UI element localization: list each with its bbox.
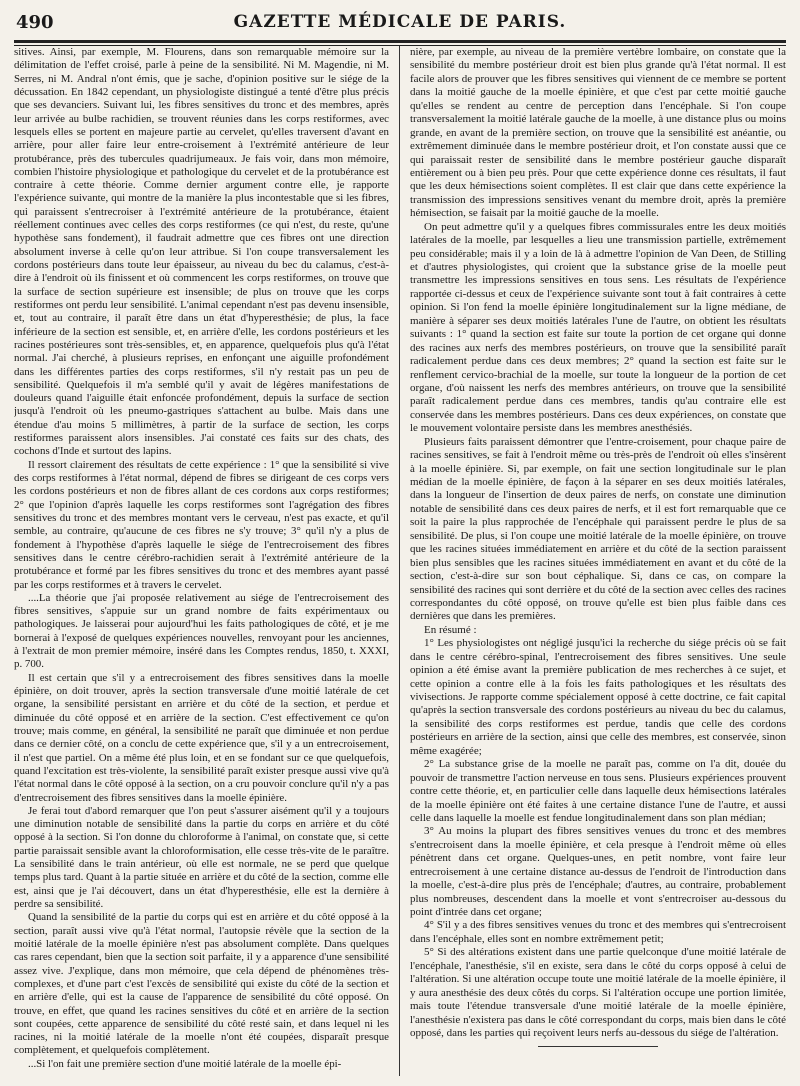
resume-item: 2° La substance grise de la moelle ne paraît pas, comme on l'a dit, douée du pouvoir de transmettre l'action nerveuse en tous sens. Plusieurs expériences prouvent contre cette théorie, et, en particulier celle dans laquelle deux hémisections latérales de la moelle épinière ont été faites à une certaine distance l'une de l'autre, et aussi celle dans laquelle la moelle est fendue longitudinalement dans son plan médian;	[410, 758, 786, 824]
resume-item: 3° Au moins la plupart des fibres sensitives venues du tronc et des membres s'entrecroisent dans la moelle épinière, et cela presque à l'endroit même où elles pénètrent dans cet organe. Quelques-unes, en petit nombre, vont faire leur entrecroisement à une certaine distance au-dessus de l'endroit de l'introduction dans la moelle, c'est-à-dire plus près de l'encéphale; d'autres, au contraire, probablement plus nombreuses, descendent dans la moelle et vont s'entrecroiser au-dessous du point d'intrée dans cet organe;	[410, 825, 786, 918]
paragraph: Je ferai tout d'abord remarquer que l'on peut s'assurer aisément qu'il y a toujours une diminution notable de sensibilité dans la partie du corps en arrière et du côté opposé à la section. Si l'on donne du chloroforme à l'animal, on constate que, si cette partie paraissait sensible avant la chloroformisation, elle cesse très-vite de le paraître. La sensibilité dans le train antérieur, où elle est normale, ne se perd que quelque temps plus tard. Quant à la partie située en arrière et du côté de la section, comme elle est, ainsi que je l'ai découvert, dans un état d'hyperesthésie, elle est la dernière à perdre sa sensibilité.	[14, 804, 389, 910]
text-columns	[14, 46, 786, 1076]
page-header	[14, 10, 786, 36]
paragraph: On peut admettre qu'il y a quelques fibres commissurales entre les deux moitiés latérales de la moelle, par lesquelles a lieu une transmission partielle, extrêmement peu considérable; mais il y a loin de là à admettre l'opinion de Van Deen, de Stilling et d'autres physiologistes, qui croient que la substance grise de la moelle peut transmettre les impressions sensitives en tous sens. Les résultats de l'expérience rapportée ci-dessus et ceux de l'expérience suivante sont tout à fait contraires à cette opinion. Si l'on fend la moelle épinière longitudinalement sur la ligne médiane, de manière à séparer ses deux moitiés latérales l'une de l'autre, on obtient les résultats suivants : 1° quand la section est faite sur toute la portion de cet organe qui donne des racines aux nerfs des membres postérieurs, on trouve que la sensibilité paraît radicalement perdue dans ces deux membres; 2° quand la section est faite sur le renflement cervico-brachial de la moelle, sur toute la longueur de la portion de cet organe, d'où naissent les nerfs des membres antérieurs, on trouve que la sensibilité paraît radicalement perdue dans ces membres, tandis qu'au contraire elle est conservée dans les membres postérieurs. Dans ces deux expériences, on constate que le mouvement volontaire persiste dans les membres anesthésiés.	[410, 220, 786, 435]
header-rule-thick	[14, 40, 786, 43]
resume-item: 1° Les physiologistes ont négligé jusqu'ici la recherche du siége précis où se fait dans le centre cérébro-spinal, l'entrecroisement des fibres sensitives. Une seule opinion a été émise avant la première publication de mes recherches à ce sujet, et cette opinion a contre elle à la fois les faits pathologiques et les résultats des vivisections. Je rapporte comme spécialement opposé à cette doctrine, ce fait capital qu'après la section transversale des cordons postérieurs au niveau du bec du calamus, la sensibilité des corps restiformes est perdue, tandis que celle des cordons postérieurs en arrière de la section, ainsi que celle des membres, est conservée, sinon même exagérée;	[410, 637, 786, 757]
resume-item: 5° Si des altérations existent dans une partie quelconque d'une moitié latérale de l'encéphale, l'anesthésie, s'il en existe, sera dans le côté du corps opposé à celui de l'altération. Si une altération occupe toute une moitié latérale de la moelle épinière, il y aura anesthésie des deux côtés du corps. Si l'altération occupe une portion limitée, mais toute l'étendue transversale d'une moitié latérale de la moelle épinière, l'anesthésie n'existera pas dans le côté correspondant du corps, mais bien dans le côté opposé, dans les parties qui reçoivent leurs nerfs au-dessous du siége de l'altération.	[410, 946, 786, 1039]
paragraph: sitives. Ainsi, par exemple, M. Flourens, dans son remarquable mémoire sur la délimitation de l'effet croisé, parle à peine de la sensibilité. Ni M. Magendie, ni M. Serres, ni M. Andral n'ont émis, que je sache, d'opinion positive sur le siége de la décussation. En 1842 cependant, un physiologiste distingué a tenté d'être plus précis que ses devanciers. Suivant lui, les fibres sensitives du tronc et des membres, après leur arrivée au bulbe rachidien, se trouvent réunies dans les corps restiformes, avec lesquels elles se portent en majeure partie au cervelet, qu'elles traversent d'avant en arrière, pour aller faire leur entre-croisement à l'extrémité antérieure de leur protubérance, près des tubercules quadrijumeaux. Je fais voir, dans mon mémoire, combien l'histoire physiologique et pathologique du cervelet et de la protubérance est contraire à cette théorie. Comme dernier argument contre elle, je rapporte l'expérience suivante, qui montre de la manière la plus incontestable que si les fibres, qui paraissent s'entrecroiser à l'extrémité antérieure de la protubérance, étaient réellement continues avec celles des corps restiformes (ce qui n'est, du reste, qu'une hypothèse sans fondement), il faudrait admettre que ces fibres ont une direction absolument inverse à celle qu'on leur attribue. Si l'on coupe transversalement les cordons postérieurs dans toute leur épaisseur, au niveau du bec du calamus, c'est-à-dire à l'endroit où ils finissent et où commencent les corps restiformes, on trouve que la surface de section supérieure est insensible; de plus on trouve que les corps restiformes ont perdu leur sensibilité. L'animal cependant n'est pas devenu insensible, et, tout au contraire, il paraît être dans un état d'hyperesthésie; de plus, la face inférieure de la section est sensible, et, en arrière d'elle, les cordons postérieurs et les racines postérieures sont très-sensibles, et, en apparence, quelquefois plus qu'à l'état normal. J'ai cherché, à plusieurs reprises, en enfonçant une aiguille profondément dans les différentes parties des corps restiformes, s'il n'y restait pas un peu de sensibilité. Quelquefois il m'a semblé qu'il y avait de légères manifestations de douleurs quand l'aiguille était enfoncée profondément, depuis la surface de section jusqu'à l'endroit où les pneumo-gastriques s'attachent au bulbe. Mais dans une étendue d'au moins 5 millimètres, à partir de la surface de section, les corps restiformes paraissent alors insensibles. J'ai constaté ces faits sur des chats, des cochons d'Inde et surtout des lapins.	[14, 46, 389, 458]
resume-item: 4° S'il y a des fibres sensitives venues du tronc et des membres qui s'entrecroisent dans l'encéphale, elles sont en nombre extrêmement petit;	[410, 919, 786, 945]
paragraph: Quand la sensibilité de la partie du corps qui est en arrière et du côté opposé à la section, paraît aussi vive qu'à l'état normal, l'autopsie révèle que la section de la moitié latérale de la moelle épinière n'est pas absolument complète. Dans quelques cas rares cependant, bien que la section soit parfaite, il y a apparence d'une sensibilité assez vive. J'explique, dans mon mémoire, que cela dépend de phénomènes très-complexes, et d'une part c'est l'excès de sensibilité qui existe du côté de la section et en arrière d'elle, qui est la cause de l'apparence de sensibilité du côté opposé. On trouve, en effet, que quand les racines sensitives du côté et en arrière de la section sont coupées, cette apparence de sensibilité du côté resté sain, et dans lequel ni les racines, ni la moitié latérale de la moelle n'ont été coupées, disparaît presque complètement, et quelquefois complètement.	[14, 911, 389, 1057]
paragraph: nière, par exemple, au niveau de la première vertèbre lombaire, on constate que la sensibilité du membre postérieur droit est bien plus grande qu'à l'état normal. Il est facile alors de prouver que les fibres sensitives qui viennent de ce membre se portent dans la moitié gauche de la moelle épinière, et que c'est par cette moitié gauche qu'elles se rendent au centre de perception dans l'encéphale. Si l'on coupe transversalement la moitié latérale gauche de la moelle, à une distance plus ou moins grande, en avant de la première section, on trouve que la sensibilité est anéantie, ou extrêmement diminuée dans le membre postérieur droit, et l'on constate aussi que ce qui paraissait rester de sensibilité dans le membre postérieur gauche disparaît entièrement ou à bien peu près. Pour que cette expérience donne ces résultats, il faut que les deux hémisections soient complètes. Il est clair que dans cette expérience la transmission des impressions sensitives venant du membre droit, après la première hémisection, se faisait par la moitié gauche de la moelle.	[410, 46, 786, 220]
left-column	[14, 46, 400, 1076]
paragraph: Il est certain que s'il y a entrecroisement des fibres sensitives dans la moelle épinière, on doit trouver, après la section transversale d'une moitié latérale de cet organe, la sensibilité persistant en arrière et du côté de la section, et perdue et diminuée du côté opposé et en arrière de la section. C'est effectivement ce qu'on trouve; mais comme, en général, la sensibilité ne paraît que diminuée et non perdue dans ce dernier côté, on a conclu de cette expérience que, s'il y a un entrecroisement, il n'est que partiel. On a même été plus loin, et en se fondant sur ce que quelquefois, quand l'excitation est très-violente, la sensibilité paraît exister presque aussi vive qu'à l'état normal dans le côté opposé à la section, on a cru pouvoir conclure qu'il n'y a pas d'entrecroisement des fibres sensitives dans la moelle épinière.	[14, 671, 389, 804]
paragraph: ...Si l'on fait une première section d'une moitié latérale de la moelle épi-	[28, 1057, 342, 1070]
paragraph: ....La théorie que j'ai proposée relativement au siége de l'entrecroisement des fibres sensitives, s'appuie sur un grand nombre de faits expérimentaux ou pathologiques. Je laisserai pour aujourd'hui les faits pathologiques de côté, et je me bornerai à l'exposé de quelques expériences nouvelles, renvoyant pour les anciennes, à l'extrait de mon premier mémoire, inséré dans les Comptes rendus, 1850, t. XXXI, p. 700.	[14, 591, 389, 671]
paragraph: Plusieurs faits paraissent démontrer que l'entre-croisement, pour chaque paire de racines sensitives, se fait à l'endroit même ou très-près de l'endroit où elles s'insèrent à la moelle épinière. Si, par exemple, on fait une section longitudinale sur le plan médian de la moelle épinière, de façon à la séparer en ses deux moitiés latérales, dans la longueur de l'insertion de deux paires de nerfs, on constate une diminution notable de sensibilité dans ces deux paires de nerfs, et il est fort remarquable que ce soit la paire la plus rapprochée de l'encéphale qui paraissent perdre le plus de sa sensibilité. De plus, si l'on coupe une moitié latérale de la moelle épinière, on trouve que les racines situées immédiatement en arrière et du côté de la section paraissent bien plus sensibles que les racines situées immédiatement en avant et du côté de la section, c'est-à-dire sur son bout céphalique. Si, dans ce cas, on compare la sensibilité des racines qui sont derrière et du côté de la section avec celles des racines correspondantes du côté opposé, on trouve qu'elle est bien plus faible dans ces dernières que dans les premières.	[410, 435, 786, 623]
resume-heading: En résumé :	[424, 623, 477, 636]
right-column	[400, 46, 786, 1076]
end-rule	[538, 1046, 658, 1047]
paragraph: Il ressort clairement des résultats de cette expérience : 1° que la sensibilité si vive des corps restiformes à l'état normal, dépend de fibres se dirigeant de ces corps vers les cordons postérieurs et non de fibres allant de ces cordons aux corps restiformes; 2° que l'opinion d'après laquelle les corps restiformes sont l'agrégation des fibres sensitives du tronc et des membres montant vers le cerveau, n'est pas exacte, et qu'il semble, au contraire, qu'aucune de ces fibres ne s'y trouve; 3° qu'il n'y a plus de fondement à l'hypothèse d'après laquelle le siége de l'entrecroisement des fibres sensitives dans le centre cérébro-rachidien serait à l'extrémité antérieure de la protubérance et formé par les fibres sensitives du tronc et des membres ayant passé par les corps restiformes et à travers le cervelet.	[14, 458, 389, 591]
journal-title: GAZETTE MÉDICALE DE PARIS.	[233, 12, 567, 32]
page-number: 490	[16, 12, 54, 33]
